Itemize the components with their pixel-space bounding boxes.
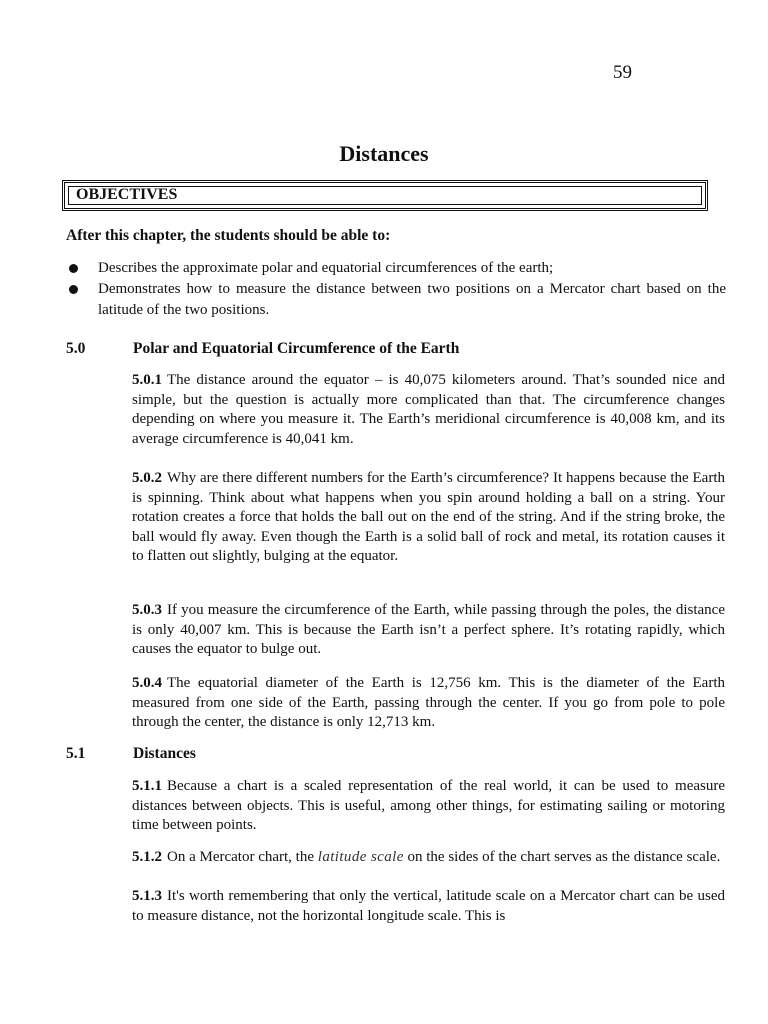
- paragraph-number: 5.0.1: [132, 372, 162, 388]
- bullet-icon: [69, 285, 78, 294]
- paragraph-number: 5.0.3: [132, 602, 162, 618]
- paragraph-text: The equatorial diameter of the Earth is 12,756 km. This is the diameter of the Earth measured from one side of the Earth, passing through the center. If you go from pole to pole through the center, the distance is only 12,713 km.: [132, 675, 725, 731]
- page-number: 59: [613, 62, 632, 83]
- objectives-list: [66, 258, 726, 321]
- paragraph-number: 5.0.4: [132, 675, 162, 691]
- bullet-icon: [69, 264, 78, 273]
- section-number: 5.1: [66, 745, 86, 762]
- paragraph: [132, 601, 725, 660]
- paragraph-number: 5.1.3: [132, 888, 162, 904]
- paragraph: [132, 469, 725, 567]
- paragraph: [132, 371, 725, 449]
- objectives-intro: After this chapter, the students should be able to:: [66, 227, 391, 244]
- paragraph-number: 5.1.2: [132, 849, 162, 865]
- paragraph-number: 5.1.1: [132, 778, 162, 794]
- paragraph-text: Why are there different numbers for the Earth’s circumference? It happens because the Earth is spinning. Think about what happens when you spin around holding a ball on a string. Your rotation creates a force that holds the ball out on the end of the string. And if the string broke, the ball would fly away. Even though the Earth is a solid ball of rock and metal, its rotation causes it to flatten out slightly, bulging at the equator.: [132, 470, 725, 565]
- paragraph: [132, 674, 725, 733]
- paragraph-text: On a Mercator chart, the: [167, 849, 315, 865]
- section-number: 5.0: [66, 340, 86, 357]
- objectives-label: OBJECTIVES: [76, 186, 178, 203]
- paragraph-text: The distance around the equator – is 40,075 kilometers around. That’s sounded nice and simple, but the question is actually more complicated than that. The circumference changes depending on where you measure it. The Earth’s meridional circumference is 40,008 km, and its average circumference is 40,041 km.: [132, 372, 725, 447]
- paragraph-text: If you measure the circumference of the Earth, while passing through the poles, the distance is only 40,007 km. This is because the Earth isn’t a perfect sphere. It’s rotating rapidly, which causes the equator to bulge out.: [132, 602, 725, 658]
- latitude-scale-term: latitude scale: [317, 849, 404, 865]
- section-title: Distances: [133, 745, 196, 762]
- paragraph: [132, 777, 725, 836]
- paragraph: [132, 848, 725, 868]
- objective-item: Demonstrates how to measure the distance between two positions on a Mercator chart based on the latitude of the two positions.: [66, 279, 726, 321]
- paragraph-text: Because a chart is a scaled representation of the real world, it can be used to measure distances between objects. This is useful, among other things, for estimating sailing or motoring time between points.: [132, 778, 725, 834]
- paragraph-text: on the sides of the chart serves as the distance scale.: [407, 849, 721, 865]
- paragraph-text: It's worth remembering that only the vertical, latitude scale on a Mercator chart can be used to measure distance, not the horizontal longitude scale. This is: [132, 888, 725, 924]
- paragraph: [132, 887, 725, 926]
- section-title: Polar and Equatorial Circumference of the Earth: [133, 340, 460, 357]
- objective-item: Describes the approximate polar and equatorial circumferences of the earth;: [66, 258, 726, 279]
- chapter-title: Distances: [339, 141, 429, 166]
- paragraph-number: 5.0.2: [132, 470, 162, 486]
